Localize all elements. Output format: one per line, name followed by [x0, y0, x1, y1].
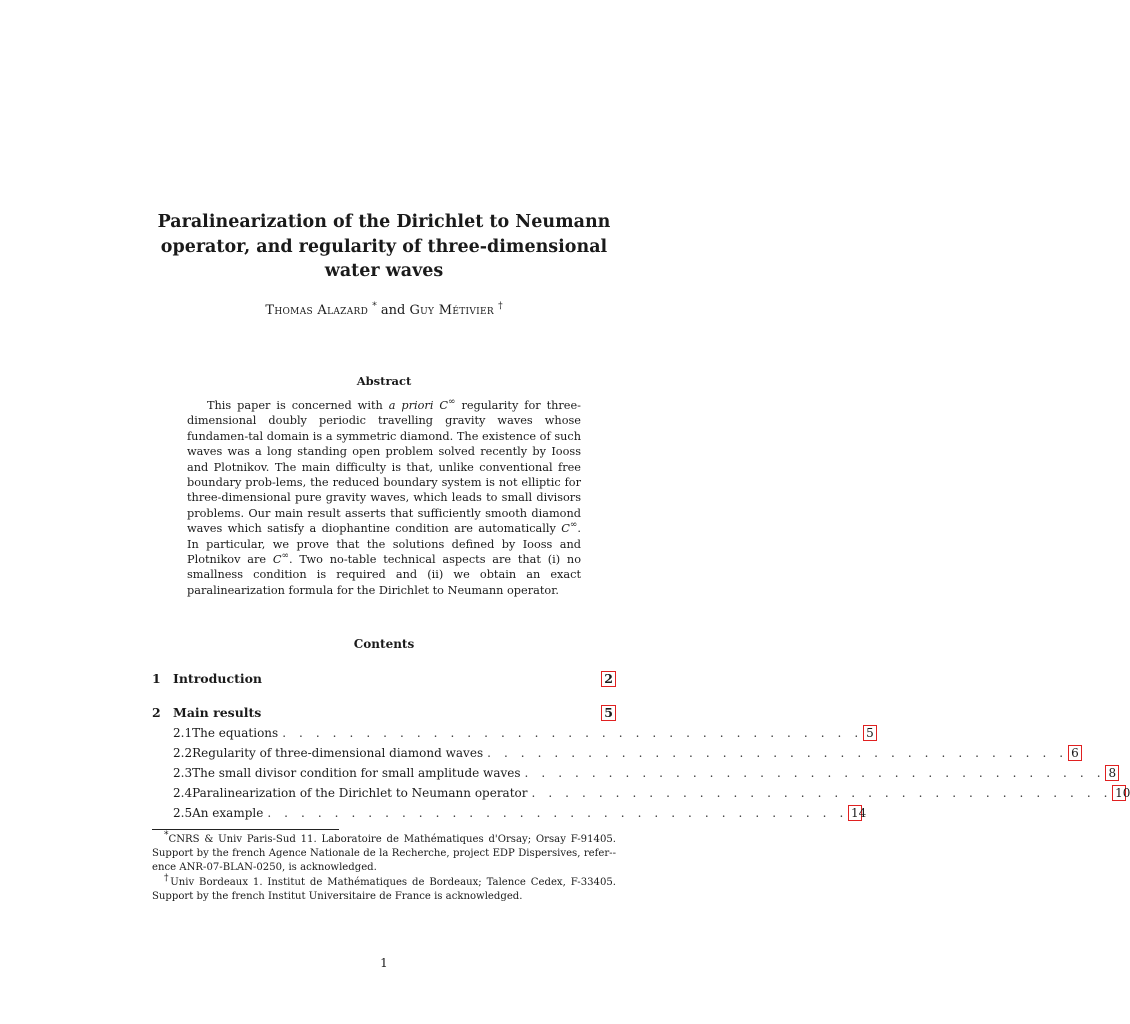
footnotes — [152, 830, 617, 904]
toc-subsection-label: An example — [192, 806, 264, 820]
abstract-infinity-superscript: ∞ — [448, 397, 456, 408]
abstract-infinity-superscript-2: ∞ — [569, 520, 578, 531]
abstract-text-end: . Two no-table technical aspects are that (i) no smallness condition is required and (ii) we obtain an exact paralinearization formula for the Dirichlet to Neumann operator. — [187, 553, 581, 597]
toc-leader-dots: . . . . . . . . . . . . . . . . . . . . . . . . . . . . . . . . . . . — [524, 766, 1106, 780]
toc-section-number: 2 — [152, 705, 161, 720]
toc-subsection-row[interactable] — [152, 765, 1117, 785]
paper-title — [150, 210, 618, 284]
toc-page-link[interactable]: 10 — [1112, 785, 1126, 801]
toc-subsection-number: 2.1 — [173, 726, 193, 740]
toc-subsection-row[interactable] — [152, 785, 1130, 805]
toc-section-number: 1 — [152, 671, 161, 686]
abstract-cinf-symbol-2: C — [561, 522, 570, 536]
abstract-heading: Abstract — [356, 374, 412, 388]
abstract-body — [187, 398, 581, 598]
toc-leader-dots: . . . . . . . . . . . . . . . . . . . . . . . . . . . . . . . . . . . — [267, 806, 848, 820]
toc-leader-dots: . . . . . . . . . . . . . . . . . . . . . . . . . . . . . . . . . . . — [531, 786, 1113, 800]
toc-subsection-label: The small divisor condition for small amplitude waves — [192, 766, 521, 780]
abstract-cinf-symbol: C — [439, 399, 449, 412]
abstract-text-middle: . In particular, we prove that the solutions defined by Iooss and Plotnikov are — [187, 522, 581, 567]
toc-subsections — [152, 725, 1130, 825]
toc-subsection-number: 2.4 — [173, 786, 193, 800]
contents-heading: Contents — [353, 637, 415, 651]
toc-page-link[interactable]: 5 — [863, 725, 877, 741]
toc-subsection-row[interactable] — [152, 805, 867, 825]
toc-section-1[interactable] — [152, 671, 616, 689]
toc-subsection-number: 2.5 — [173, 806, 193, 820]
title-line-1: Paralinearization of the Dirichlet to Neumann — [157, 212, 611, 232]
toc-section-label: Main results — [173, 705, 262, 720]
page-number: 1 — [380, 956, 388, 970]
toc-section-label: Introduction — [173, 671, 263, 686]
abstract-apriori: a priori — [388, 399, 434, 412]
author-2-footnote-mark[interactable]: † — [498, 301, 503, 312]
toc-page-link[interactable]: 6 — [1068, 745, 1082, 761]
toc-subsection-number: 2.3 — [173, 766, 193, 780]
toc-page-link[interactable]: 2 — [601, 671, 616, 687]
footnote-rule — [152, 829, 339, 830]
title-line-3: water waves — [324, 261, 444, 281]
toc-page-link[interactable]: 5 — [601, 705, 616, 721]
abstract-cinf-symbol-3: C — [272, 553, 282, 567]
footnote-2 — [152, 873, 617, 904]
toc-subsection-row[interactable] — [152, 725, 874, 745]
author-line — [150, 302, 618, 320]
toc-subsection-label: Paralinearization of the Dirichlet to Neumann operator — [192, 786, 528, 800]
abstract-text-main: regularity for three-dimensional doubly periodic travelling gravity waves whose fundamen-tal domain is a symmetric diamond. The existence of such waves was a long standing open problem solved recently by Iooss and Plotnikov. The main difficulty is that, unlike conventional free boundary prob-lems, the reduced boundary system is not elliptic for three-dimensional pure gravity waves, which leads to small divisors problems. Our main result asserts that sufficiently smooth diamond waves which satisfy a diophantine condition are automatically — [187, 399, 581, 536]
toc-subsection-row[interactable] — [152, 745, 1079, 765]
toc-leader-dots: . . . . . . . . . . . . . . . . . . . . . . . . . . . . . . . . . . . — [282, 726, 863, 740]
toc-section-row[interactable] — [152, 671, 616, 689]
toc-page-link[interactable]: 14 — [848, 805, 862, 821]
abstract-infinity-superscript-3: ∞ — [281, 551, 289, 562]
toc-page-link[interactable]: 8 — [1105, 765, 1119, 781]
toc-subsection-number: 2.2 — [173, 746, 193, 760]
toc-section-row[interactable] — [152, 705, 616, 723]
toc-subsection-label: The equations — [192, 726, 279, 740]
toc-leader-dots: . . . . . . . . . . . . . . . . . . . . . . . . . . . . . . . . . . . — [487, 746, 1068, 760]
title-line-2: operator, and regularity of three-dimensional — [160, 236, 608, 257]
footnote-2-mark: † — [164, 873, 171, 884]
abstract-text-intro: This paper is concerned with — [207, 399, 389, 412]
toc-section-2[interactable] — [152, 705, 616, 723]
footnote-1 — [152, 830, 616, 876]
author-1-name: Thomas Alazard — [265, 303, 369, 318]
author-conjunction: and — [380, 303, 406, 318]
author-2-name: Guy Métivier — [409, 303, 494, 318]
footnote-1-text: CNRS & Univ Paris-Sud 11. Laboratoire de Mathématiques d'Orsay; Orsay F-91405. Support by the french Agence Nationale de la Recherche, project EDP Dispersives, refer-ence ANR-07-BLAN-0250, is acknowledged. — [152, 834, 616, 874]
footnote-2-text: Univ Bordeaux 1. Institut de Mathématiques de Bordeaux; Talence Cedex, F-33405. Support by the french Institut Universitaire de France is acknowledged. — [152, 876, 617, 902]
author-1-footnote-mark[interactable]: * — [372, 301, 377, 312]
abstract-paragraph — [187, 398, 581, 598]
toc-subsection-label: Regularity of three-dimensional diamond waves — [192, 746, 484, 760]
footnote-1-mark: * — [164, 830, 169, 841]
